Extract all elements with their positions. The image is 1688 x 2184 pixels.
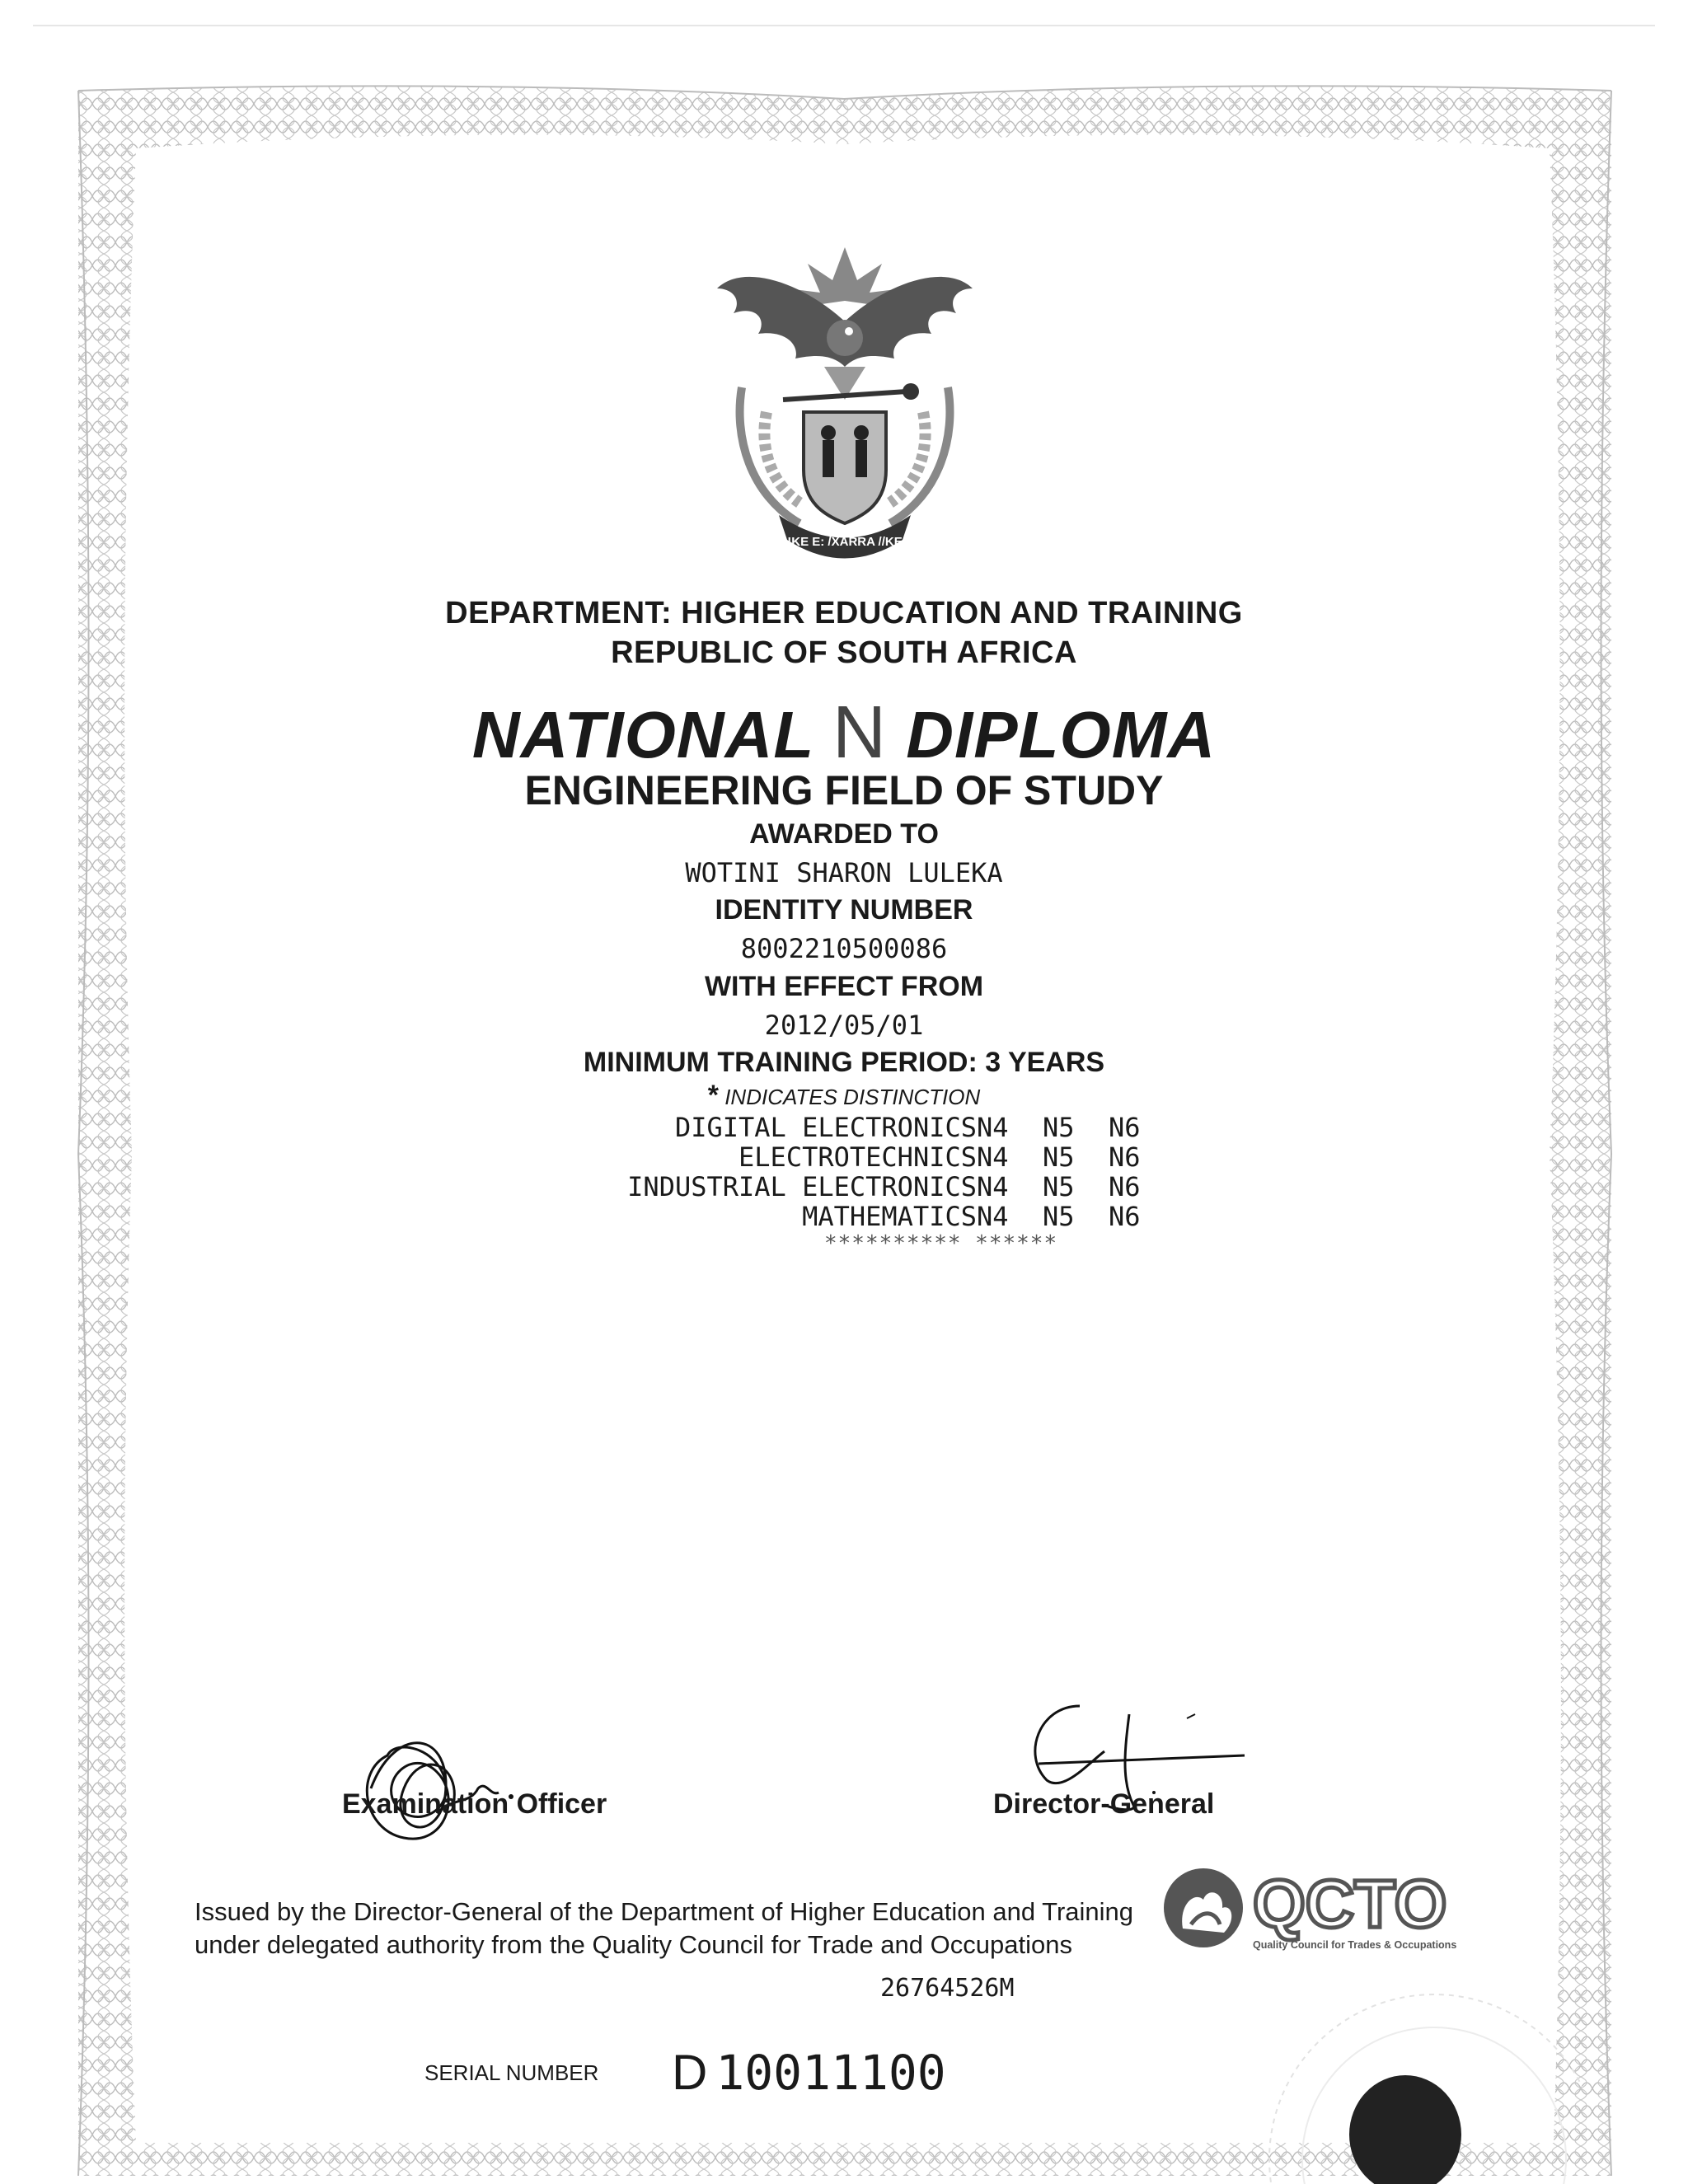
distinction-note <box>0 1080 1688 1112</box>
director-general-label: Director-General <box>993 1788 1215 1820</box>
subject-row <box>569 1142 1175 1172</box>
subject-level: N5 <box>1043 1112 1075 1143</box>
subject-name: INDUSTRIAL ELECTRONICS <box>627 1171 977 1202</box>
subjects-table <box>569 1113 1175 1231</box>
title-n-letter: N <box>832 691 888 774</box>
serial-prefix: D <box>672 2045 708 2100</box>
embossed-seal <box>1236 1937 1582 2184</box>
subject-terminator: ********** ****** <box>824 1231 1058 1256</box>
reference-number: 26764526M <box>880 1974 1015 2003</box>
subject-level: N4 <box>977 1141 1009 1173</box>
subject-name: ELECTROTECHNICS <box>738 1141 977 1173</box>
subject-level: N6 <box>1109 1112 1141 1143</box>
subject-level: N5 <box>1043 1141 1075 1173</box>
subject-name: DIGITAL ELECTRONICS <box>674 1112 977 1143</box>
effect-from-label: WITH EFFECT FROM <box>704 971 984 1002</box>
qcto-wordmark: QCTO <box>1253 1867 1447 1942</box>
department-line: DEPARTMENT: HIGHER EDUCATION AND TRAINING <box>445 596 1243 630</box>
title-diploma: DIPLOMA <box>906 698 1217 771</box>
examination-officer-label: Examination Officer <box>342 1788 607 1820</box>
subject-level: N4 <box>977 1171 1009 1202</box>
serial-number <box>672 2044 946 2101</box>
subject-name: MATHEMATICS <box>802 1201 977 1232</box>
title-national: NATIONAL <box>471 698 814 771</box>
awarded-to-label: AWARDED TO <box>749 818 939 850</box>
department-heading <box>0 593 1688 673</box>
subject-level: N6 <box>1109 1141 1141 1173</box>
subject-row <box>569 1202 1175 1231</box>
effect-from-date: 2012/05/01 <box>764 1010 924 1041</box>
identity-number-label: IDENTITY NUMBER <box>715 894 973 926</box>
subject-level: N6 <box>1109 1171 1141 1202</box>
qcto-tagline: Quality Council for Trades & Occupations <box>1253 1939 1457 1951</box>
serial-number-label: SERIAL NUMBER <box>424 2060 599 2085</box>
subject-level: N4 <box>977 1112 1009 1143</box>
distinction-text: INDICATES DISTINCTION <box>724 1085 981 1109</box>
training-period: MINIMUM TRAINING PERIOD: 3 YEARS <box>583 1047 1105 1078</box>
subject-level: N5 <box>1043 1201 1075 1232</box>
emblem-motto: !KE E: /XARRA //KE <box>787 535 903 549</box>
serial-digits: 10011100 <box>715 2045 946 2101</box>
diploma-title <box>0 691 1688 776</box>
issued-line-2: under delegated authority from the Quality Council for Trade and Occupations <box>195 1930 1072 1959</box>
subject-level: N4 <box>977 1201 1009 1232</box>
distinction-star: * <box>707 1080 719 1111</box>
issued-line-1: Issued by the Director-General of the Department of Higher Education and Training <box>195 1897 1134 1926</box>
examination-officer-signature <box>338 1706 536 1863</box>
republic-line: REPUBLIC OF SOUTH AFRICA <box>611 635 1077 670</box>
recipient-name: WOTINI SHARON LULEKA <box>685 857 1003 888</box>
identity-number-value: 8002210500086 <box>740 933 948 964</box>
subject-level: N6 <box>1109 1201 1141 1232</box>
subject-row <box>569 1172 1175 1202</box>
subject-row <box>569 1113 1175 1142</box>
coat-of-arms-emblem <box>709 223 981 560</box>
subject-level: N5 <box>1043 1171 1075 1202</box>
issued-statement <box>195 1896 1133 1961</box>
field-of-study: ENGINEERING FIELD OF STUDY <box>524 767 1164 813</box>
